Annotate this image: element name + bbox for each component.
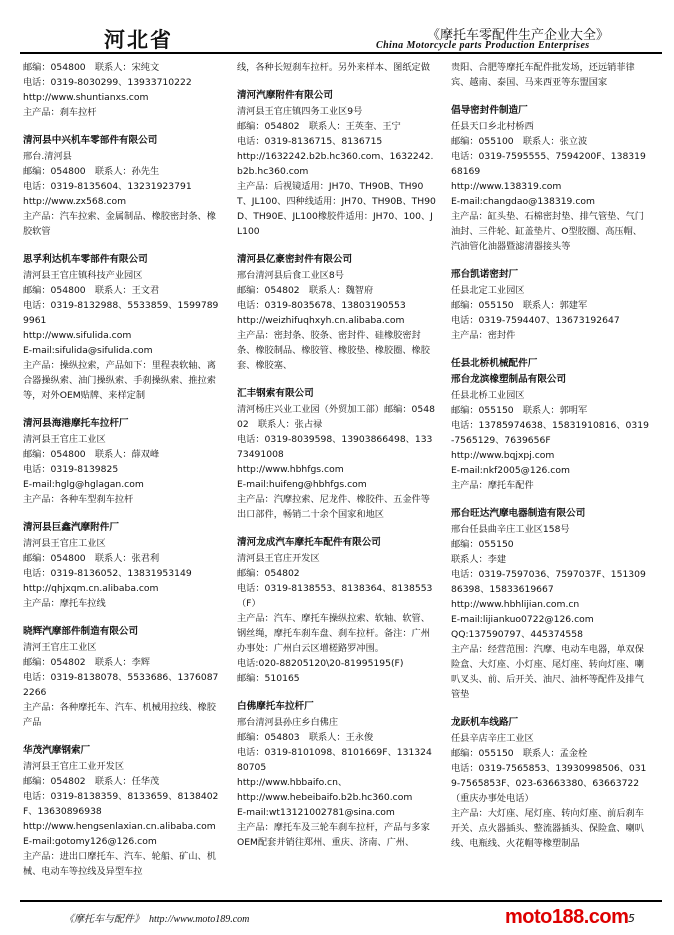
entry-line: 主产品：密封件 — [451, 330, 516, 341]
entry-line: E-mail:wt13121002781@sina.com — [237, 807, 395, 818]
entry-line: 主产品：操纵拉索，产品如下：里程表软轴、离合器操纵索、油门操纵索、手刹操纵索、推拉索等，对外OEM贴牌、来样定制 — [23, 360, 216, 401]
entry-line: 任县天口乡北村桥西 — [451, 121, 534, 132]
entry-line: http://www.hebeibaifo.b2b.hc360.com — [237, 792, 413, 803]
company-entry — [23, 743, 223, 879]
entry-line: 邢台.清河县 — [23, 151, 72, 162]
entry-line: 邮编：055100 联系人：张立波 — [451, 136, 588, 147]
entry-line: E-mail:nkf2005@126.com — [451, 465, 570, 476]
book-title-cn: 《摩托车零配件生产企业大全》 — [427, 28, 610, 43]
entry-line: 主产品：各种车型刹车拉杆 — [23, 494, 134, 505]
entry-line: 主产品：缸头垫、石棉密封垫、排气管垫、气门油封、三件轮、缸盖垫片、O型胶圈、高压帽、汽油管化油器暨滤清器接头等 — [451, 211, 644, 252]
entry-line: 任县辛店辛庄工业区 — [451, 733, 534, 744]
entry-line: 电话：0319-7595555、7594200F、13831968169 — [451, 151, 646, 177]
entry-line: 电话：0319-8135604、13231923791 — [23, 181, 192, 192]
entry-line: 电话：0319-7565853、13930998506、0319-7565853F、023-63663380、63663722（重庆办事处电话） — [451, 763, 647, 804]
entry-line: 清河县王官庄工业区 — [23, 434, 106, 445]
entry-line: 邮编：054802 联系人：王英奎、王宁 — [237, 121, 401, 132]
column-1 — [23, 60, 223, 892]
entry-line: 邮编：054800 联系人：孙先生 — [23, 166, 160, 177]
entry-line: 电话:020-88205120\20-81995195(F) — [237, 658, 404, 669]
entry-line: 电话：0319-8030299、13933710222 — [23, 77, 192, 88]
entry-line: 主产品：经营范围：汽摩、电动车电器，单双保险盒、大灯座、小灯座、尾灯座、转向灯座、喇叭叉头、前、后开关、油尺、油杯等配件及排气管垫 — [451, 644, 644, 700]
entry-line: http://www.hengsenlaxian.cn.alibaba.com — [23, 821, 216, 832]
entry-line: 任县北桥工业园区 — [451, 390, 525, 401]
company-entry — [451, 506, 651, 702]
entry-line: 任县北定工业园区 — [451, 285, 525, 296]
company-entry — [237, 88, 437, 239]
company-entry — [451, 267, 651, 343]
entry-line: 电话：0319-8139825 — [23, 464, 119, 475]
entry-line: 主产品：各种摩托车、汽车、机械用拉线、橡胶产品 — [23, 702, 216, 728]
entry-line: 主产品：摩托车配件 — [451, 480, 534, 491]
entry-line: 邮编：055150 — [451, 539, 514, 550]
company-entry — [237, 386, 437, 522]
company-name: 清河县亿豪密封件有限公司 — [237, 254, 353, 265]
company-name: 汇丰钢索有限公司 — [237, 388, 314, 399]
entry-line: http://1632242.b2b.hc360.com、1632242.b2b.hc360.com — [237, 151, 434, 177]
entry-line: http://qhjxqm.cn.alibaba.com — [23, 583, 159, 594]
entry-line: 邮编：054802 联系人：魏智府 — [237, 285, 374, 296]
entry-line: 电话：0319-8138359、8133659、8138402F、13630896938 — [23, 791, 219, 817]
company-entry — [451, 356, 651, 493]
entry-line: http://www.bqjxpj.com — [451, 450, 555, 461]
entry-line: 邮编：054800 联系人：宋纯文 — [23, 62, 160, 73]
entry-line: 邮编：510165 — [237, 673, 300, 684]
entry-line: 电话：0319-8101098、8101669F、13132480705 — [237, 747, 432, 773]
entry-line: 清河县王官庄工业区 — [23, 538, 106, 549]
company-entry — [23, 624, 223, 730]
company-name: 晓辉汽摩部件制造有限公司 — [23, 626, 139, 637]
company-entry — [237, 699, 437, 850]
company-name: 邢台旺达汽摩电器制造有限公司 — [451, 508, 586, 519]
company-name: 清河县海港摩托车拉杆厂 — [23, 418, 129, 429]
entry-line: E-mail:lijiankuo0722@126.com — [451, 614, 594, 625]
entry-line: E-mail:changdao@138319.com — [451, 196, 595, 207]
entry-line: 主产品：摩托车及三轮车刹车拉杆，产品与多家OEM配套并销往郑州、重庆、济南、广州、 — [237, 822, 430, 848]
entry-line: 邮编：054802 — [237, 568, 300, 579]
company-name: 邢台龙滨橡塑制品有限公司 — [451, 374, 567, 385]
company-name: 清河县巨鑫汽摩附件厂 — [23, 522, 119, 533]
entry-line: 邮编：055150 联系人：郭明军 — [451, 405, 588, 416]
company-name: 思孚利达机车零部件有限公司 — [23, 254, 148, 265]
entry-line: 主产品：刹车拉杆 — [23, 107, 97, 118]
entry-line: 电话：0319-8039598、13903866498、13373491008 — [237, 434, 433, 460]
company-name: 白佛摩托车拉杆厂 — [237, 701, 314, 712]
entry-line: 贵阳、合肥等摩托车配件批发场，还远销菲律宾、越南、泰国、马来西亚等东盟国家 — [451, 62, 635, 88]
company-entry — [451, 60, 651, 90]
entry-line: 邮编：055150 联系人：孟金栓 — [451, 748, 588, 759]
entry-line: 主产品：汽车拉索、金属制品、橡胶密封条、橡胶软管 — [23, 211, 216, 237]
entry-line: http://www.shuntianxs.com — [23, 92, 149, 103]
company-entry — [237, 535, 437, 686]
company-entry — [237, 60, 437, 75]
entry-line: E-mail:sifulida@sifulida.com — [23, 345, 153, 356]
column-2 — [237, 60, 437, 863]
entry-line: 清河王官庄工业区 — [23, 642, 97, 653]
entry-line: http://www.sifulida.com — [23, 330, 132, 341]
entry-line: 主产品：密封条、胶条、密封件、硅橡胶密封条、橡胶制品、橡胶管、橡胶垫、橡胶圈、橡胶套、橡胶塞、 — [237, 330, 430, 371]
entry-line: 邮编：054803 联系人：王永俊 — [237, 732, 374, 743]
entry-line: E-mail:huifeng@hbhfgs.com — [237, 479, 367, 490]
entry-line: QQ:137590797、445374558 — [451, 629, 583, 640]
entry-line: 主产品：汽摩拉索、尼龙件、橡胶件、五金件等出口部件，畅销二十余个国家和地区 — [237, 494, 430, 520]
entry-line: 清河县王官庄镇四务工业区9号 — [237, 106, 363, 117]
site-logo: moto188.com — [505, 906, 629, 928]
entry-line: 邮编：054802 联系人：任华茂 — [23, 776, 160, 787]
entry-line: E-mail:hglg@hglagan.com — [23, 479, 144, 490]
entry-line: 主产品：进出口摩托车、汽车、轮船、矿山、机械、电动车等拉线及异型车拉 — [23, 851, 216, 877]
entry-line: 主产品：后视镜适用：JH70、TH90B、TH90T、JL100、四种线适用：JH70、TH90B、TH90D、TH90E、JL100橡胶件适用：JH70、100、JL100 — [237, 181, 436, 237]
column-3 — [451, 60, 651, 864]
footer-text: 《摩托车与配件》 http://www.moto189.com — [64, 914, 250, 925]
entry-line: 邮编：055150 联系人：郭建军 — [451, 300, 588, 311]
entry-line: 主产品：大灯座、尾灯座、转向灯座、前后刹车开关、点火器插头、整流器插头、保险盒、喇叭线、电瓶线、火花帽等橡塑制品 — [451, 808, 644, 849]
entry-line: http://www.hbbaifo.cn、 — [237, 777, 348, 788]
entry-line: 电话：0319-7597036、7597037F、15130986398、15833619667 — [451, 569, 646, 595]
entry-line: http://www.138319.com — [451, 181, 562, 192]
entry-line: 电话：0319-8138078、5533686、13760872266 — [23, 672, 219, 698]
company-name: 龙跃机车线路厂 — [451, 717, 519, 728]
entry-line: 邮编：054802 联系人：李辉 — [23, 657, 150, 668]
entry-line: 电话：0319-8132988、5533859、15997899961 — [23, 300, 219, 326]
company-entry — [451, 103, 651, 254]
entry-line: 清河县王官庄工业开发区 — [23, 761, 125, 772]
company-entry — [23, 416, 223, 507]
company-entry — [23, 133, 223, 239]
company-name: 倡导密封件制造厂 — [451, 105, 528, 116]
entry-line: 线，各种长短刹车拉杆。另外来样本、图纸定做 — [237, 62, 430, 73]
entry-line: 邮编：054800 联系人：张君利 — [23, 553, 160, 564]
entry-line: 主产品：汽车、摩托车操纵拉索、软轴、软管、钢丝绳，摩托车刹车盘、刹车拉杆。备注：广州办事处：广州白云区增槎路罗冲围。 — [237, 613, 430, 654]
entry-line: 电话：0319-8138553、8138364、8138553（F） — [237, 583, 433, 609]
header-rule — [20, 52, 662, 54]
company-name: 清河汽摩附件有限公司 — [237, 90, 333, 101]
entry-line: http://www.zx568.com — [23, 196, 127, 207]
company-name: 邢台凯诺密封厂 — [451, 269, 519, 280]
entry-line: http://www.hbhlijian.com.cn — [451, 599, 580, 610]
entry-line: E-mail:gotomy126@126.com — [23, 836, 157, 847]
entry-line: 清河县王官庄开发区 — [237, 553, 320, 564]
page-header — [0, 0, 674, 52]
company-entry — [237, 252, 437, 373]
company-name: 华茂汽摩钢索厂 — [23, 745, 91, 756]
entry-line: 邢台清河县后食工业区8号 — [237, 270, 344, 281]
entry-line: 邮编：054800 联系人：王文君 — [23, 285, 160, 296]
entry-line: 联系人：李建 — [451, 554, 507, 565]
company-entry — [23, 252, 223, 403]
entry-line: 电话：0319-8136715、8136715 — [237, 136, 383, 147]
entry-line: 邢台任县曲辛庄工业区158号 — [451, 524, 570, 535]
entry-line: http://www.hbhfgs.com — [237, 464, 344, 475]
entry-line: 主产品：摩托车拉线 — [23, 598, 106, 609]
entry-line: 电话：0319-8136052、13831953149 — [23, 568, 192, 579]
entry-line: 电话：0319-7594407、13673192647 — [451, 315, 620, 326]
company-name: 清河龙成汽车摩托车配件有限公司 — [237, 537, 381, 548]
entry-line: 邢台清河县孙庄乡白佛庄 — [237, 717, 339, 728]
entry-line: 电话：13785974638、15831910816、0319-7565129、7639656F — [451, 420, 649, 446]
page-footer — [0, 900, 674, 935]
entry-line: http://weizhifuqhxyh.cn.alibaba.com — [237, 315, 405, 326]
entry-line: 清河杨庄兴业工业园（外贸加工部）邮编：054802 联系人：张占禄 — [237, 404, 435, 430]
company-entry — [23, 520, 223, 611]
company-entry — [23, 60, 223, 120]
province-title: 河北省 — [104, 28, 173, 52]
page-number: 5 — [628, 912, 635, 925]
company-name: 任县北桥机械配件厂 — [451, 358, 538, 369]
entry-line: 电话：0319-8035678、13803190553 — [237, 300, 406, 311]
entry-line: 清河县王官庄镇科技产业园区 — [23, 270, 143, 281]
book-title-en: China Motorcycle parts Production Enterprises — [376, 40, 590, 51]
company-name: 清河县中兴机车零部件有限公司 — [23, 135, 158, 146]
company-entry — [451, 715, 651, 851]
entry-line: 邮编：054800 联系人：薛双峰 — [23, 449, 160, 460]
